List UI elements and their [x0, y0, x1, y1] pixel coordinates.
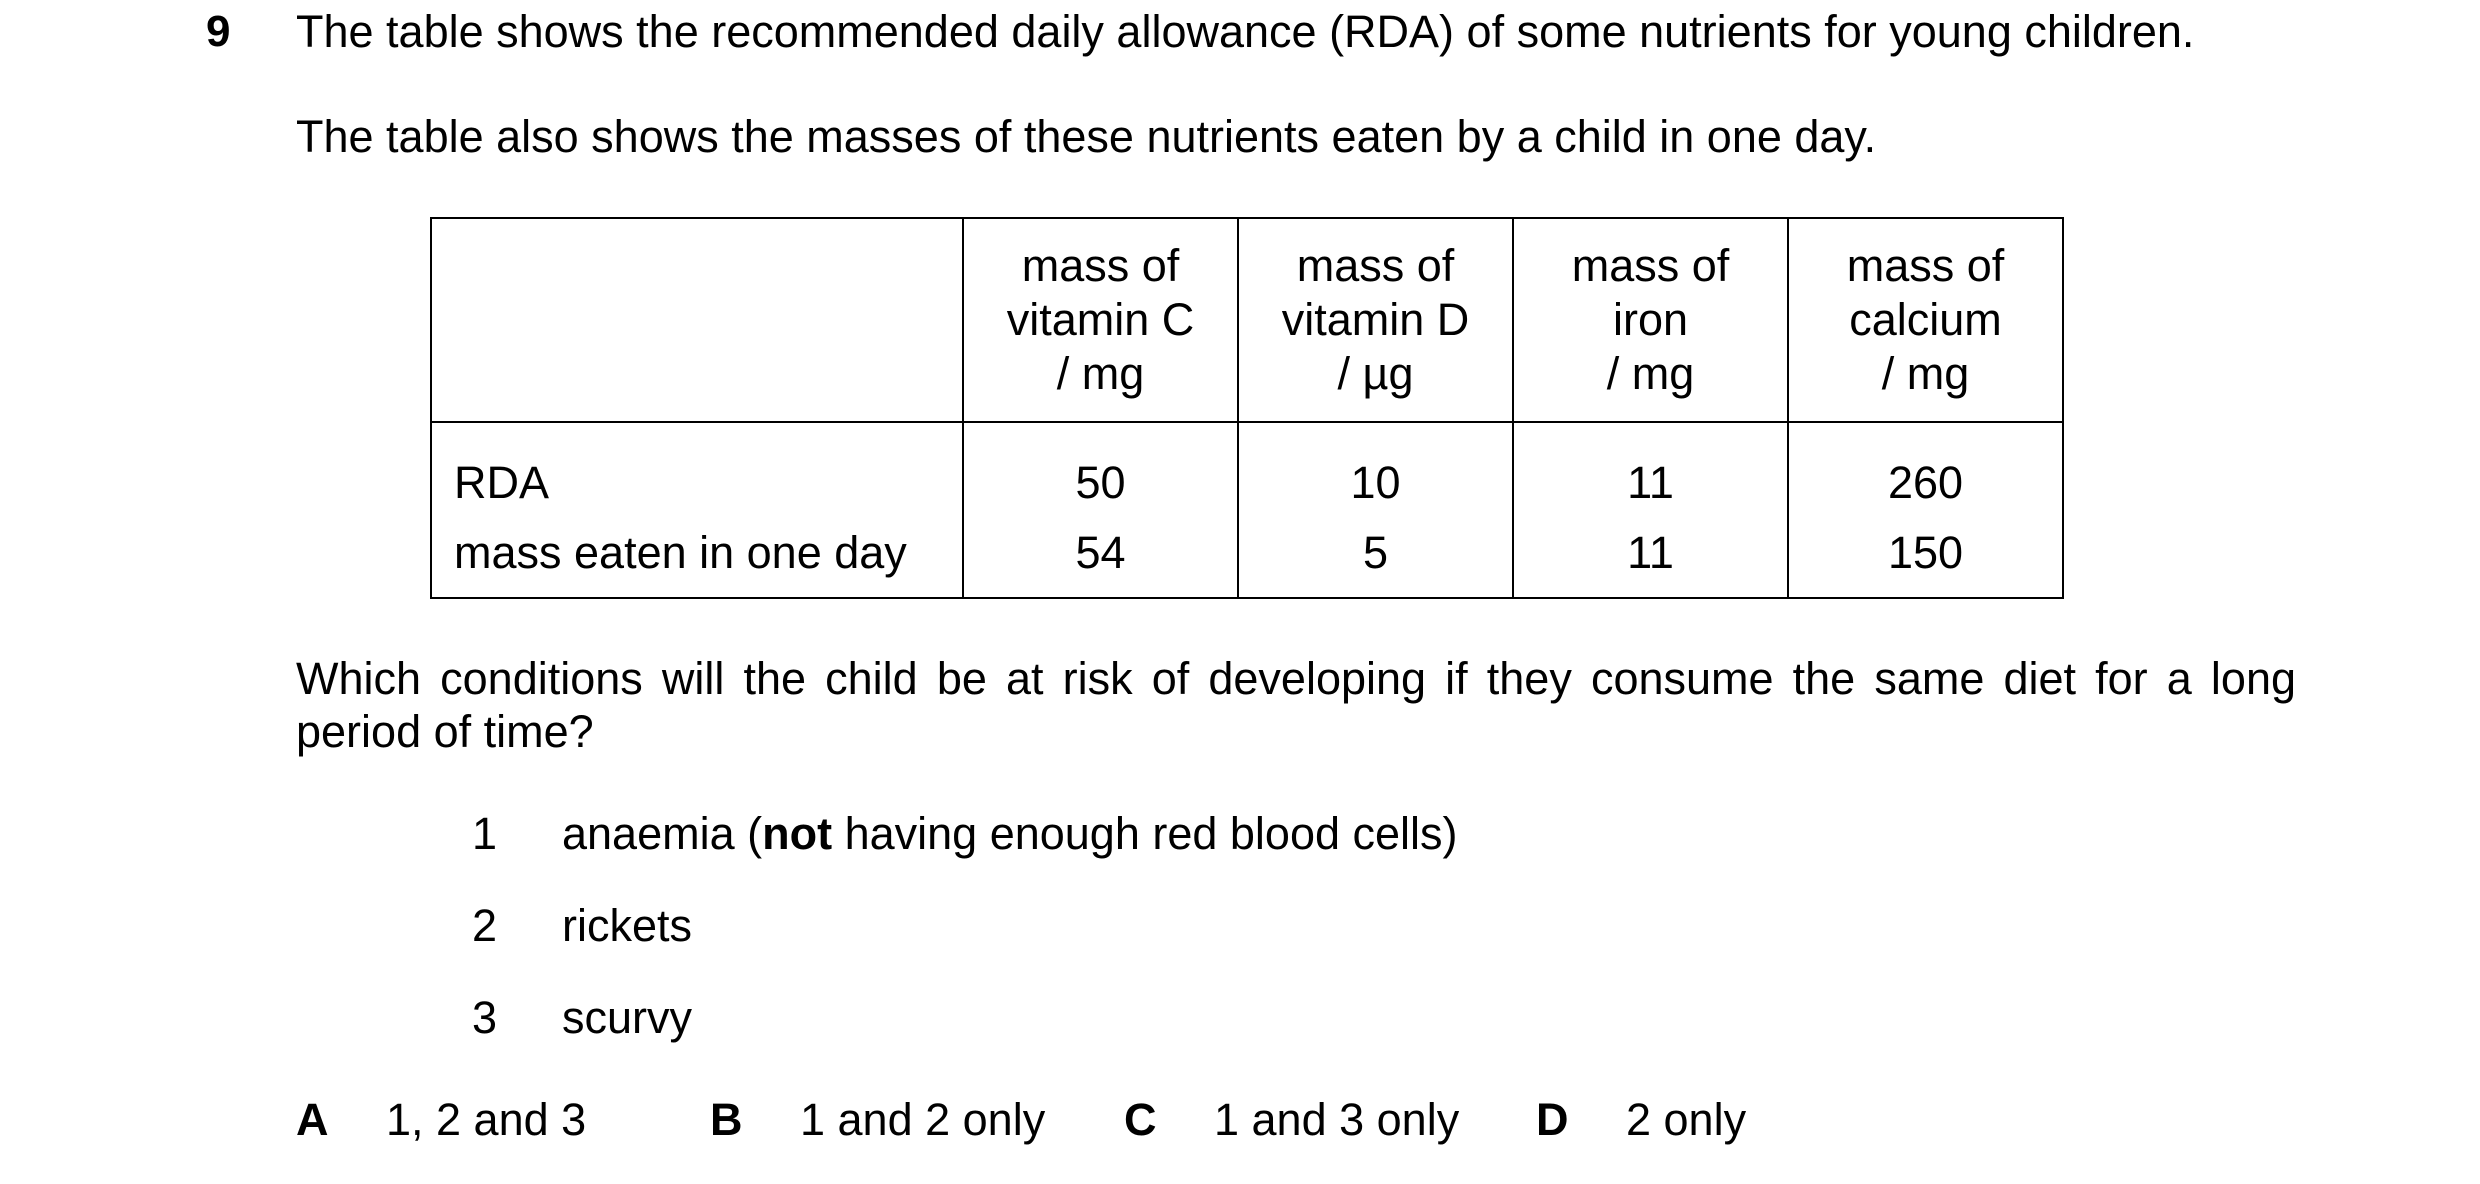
table-cell: 260 — [1788, 422, 2063, 509]
answer-c-letter[interactable]: C — [1124, 1094, 1157, 1145]
table-header-empty — [431, 218, 963, 422]
header-text: iron — [1612, 294, 1689, 345]
answer-b-text[interactable]: 1 and 2 only — [800, 1094, 1046, 1145]
table-header-vitamin-c — [963, 218, 1238, 422]
row-label-rda: RDA — [431, 422, 963, 509]
option-text-emphasis: not — [762, 808, 833, 859]
header-unit: / mg — [1606, 348, 1695, 399]
header-unit: / mg — [1881, 348, 1970, 399]
header-text: calcium — [1849, 294, 2002, 345]
header-text: vitamin D — [1281, 294, 1470, 345]
table-header-row — [431, 218, 2063, 422]
table-header-iron — [1513, 218, 1788, 422]
table-row — [431, 509, 2063, 598]
row-label-mass-eaten: mass eaten in one day — [431, 509, 963, 598]
header-text: mass of — [1296, 240, 1455, 291]
table-cell: 54 — [963, 509, 1238, 598]
question-number: 9 — [206, 7, 231, 56]
table-cell: 50 — [963, 422, 1238, 509]
header-text: mass of — [1021, 240, 1180, 291]
option-text-part: having enough red blood cells) — [832, 808, 1458, 859]
question-prompt: Which conditions will the child be at risk of developing if they consume the same diet for a long period of time? — [296, 653, 2296, 757]
option-number: 3 — [472, 992, 498, 1043]
option-text-part: anaemia ( — [562, 808, 763, 859]
header-unit: / mg — [1056, 348, 1145, 399]
table-cell: 11 — [1513, 422, 1788, 509]
table-cell: 10 — [1238, 422, 1513, 509]
table-header-calcium — [1788, 218, 2063, 422]
table-header-vitamin-d — [1238, 218, 1513, 422]
answer-b-letter[interactable]: B — [710, 1094, 743, 1145]
question-intro-line-2: The table also shows the masses of these nutrients eaten by a child in one day. — [296, 111, 1877, 162]
option-number: 1 — [472, 808, 498, 859]
answer-a-text[interactable]: 1, 2 and 3 — [386, 1094, 587, 1145]
option-text: rickets — [562, 900, 693, 951]
header-text: mass of — [1846, 240, 2005, 291]
answer-d-letter[interactable]: D — [1536, 1094, 1569, 1145]
option-number: 2 — [472, 900, 498, 951]
question-intro-line-1: The table shows the recommended daily allowance (RDA) of some nutrients for young children. — [296, 6, 2195, 57]
table-cell: 150 — [1788, 509, 2063, 598]
table-cell: 11 — [1513, 509, 1788, 598]
nutrient-table — [430, 217, 2064, 599]
answer-d-text[interactable]: 2 only — [1626, 1094, 1747, 1145]
answer-c-text[interactable]: 1 and 3 only — [1214, 1094, 1460, 1145]
header-text: mass of — [1571, 240, 1730, 291]
header-unit: / µg — [1337, 348, 1414, 399]
answer-a-letter[interactable]: A — [296, 1094, 329, 1145]
option-text — [562, 808, 1458, 860]
table-cell: 5 — [1238, 509, 1513, 598]
option-text: scurvy — [562, 992, 693, 1043]
header-text: vitamin C — [1006, 294, 1195, 345]
table-row — [431, 422, 2063, 509]
